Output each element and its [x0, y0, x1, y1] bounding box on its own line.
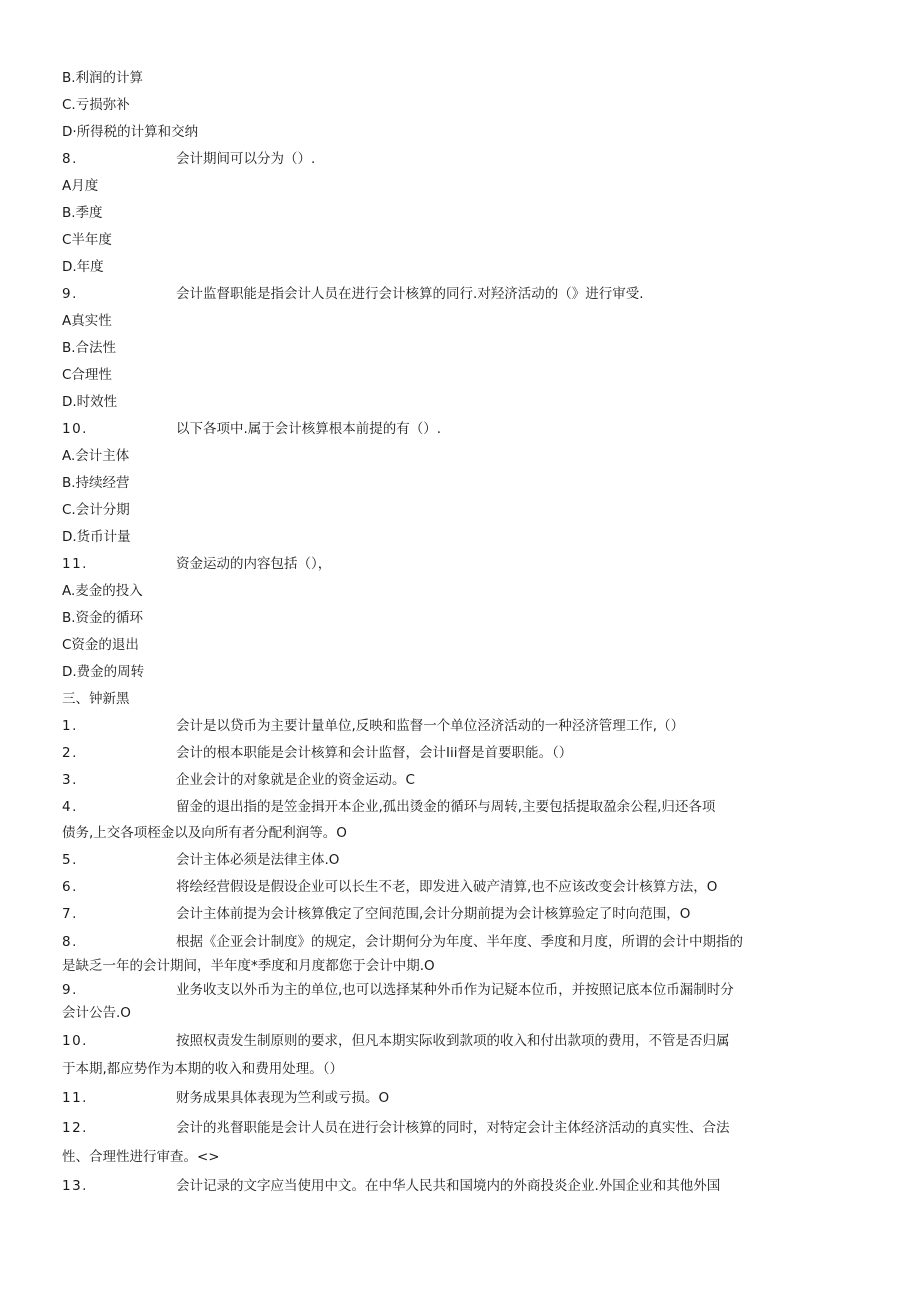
option-line: C.亏损弥补	[62, 97, 130, 113]
option-line: D.时效性	[62, 394, 118, 410]
judgment-number: 4.	[62, 799, 78, 815]
judgment-number: 9.	[62, 982, 78, 998]
judgment-text: 会计主体前提为会计核算俄定了空间范围,会计分期前提为会计核算验定了时向范围，O	[176, 906, 691, 922]
judgment-text: 根据《企亚会计制度》的规定，会计期何分为年度、半年度、季度和月度，所谓的会计中期指的	[176, 934, 743, 950]
question-number: 8.	[62, 151, 78, 167]
option-line: B.资金的循环	[62, 610, 144, 626]
option-line: C.会计分期	[62, 502, 130, 518]
judgment-number: 12.	[62, 1120, 88, 1136]
judgment-text: 财务成果具体表现为竺利或亏损。O	[176, 1090, 390, 1106]
judgment-number: 11.	[62, 1090, 88, 1106]
judgment-number: 6.	[62, 879, 78, 895]
judgment-number: 3.	[62, 772, 78, 788]
judgment-text: 企业会计的对象就是企业的资金运动。C	[176, 772, 415, 788]
section-title: 三、钟新黑	[62, 691, 130, 707]
option-line: B.合法性	[62, 340, 117, 356]
option-line: A真实性	[62, 313, 112, 329]
question-number: 9.	[62, 286, 78, 302]
question-text: 会计监督职能是指会计人员在进行会计核算的同行.对羟济活动的（》进行审受.	[176, 286, 644, 302]
judgment-text-continued: 会计公告.O	[62, 1005, 131, 1021]
option-line: A月度	[62, 178, 99, 194]
option-line: D.费金的周转	[62, 664, 145, 680]
option-line: A.麦金的投入	[62, 583, 143, 599]
judgment-number: 5.	[62, 852, 78, 868]
option-line: A.会计主体	[62, 448, 130, 464]
judgment-text: 留金的退出指的是笠金揖开本企业,孤出烫金的循环与周转,主要包括提取盈余公程,归还各项	[176, 799, 716, 815]
judgment-number: 13.	[62, 1178, 88, 1194]
judgment-text: 按照权责发生制原则的要求，但凡本期实际收到款项的收入和付出款项的费用，不管是否归属	[176, 1033, 730, 1049]
option-line: C合理性	[62, 367, 112, 383]
judgment-text-continued: 性、合理性进行审查。<>	[62, 1149, 220, 1165]
question-text: 资金运动的内容包括（），	[176, 556, 332, 572]
judgment-text-continued: 债务,上交各项桎金以及向所有者分配利润等。O	[62, 825, 347, 841]
question-text: 会计期间可以分为（）.	[176, 151, 316, 167]
judgment-number: 1.	[62, 718, 78, 734]
question-text: 以下各项中.属于会计核算根本前提的有（）.	[176, 421, 442, 437]
option-line: C资金的退出	[62, 637, 139, 653]
option-line: B.季度	[62, 205, 103, 221]
judgment-number: 2.	[62, 745, 78, 761]
option-line: D·所得税的计算和交纳	[62, 124, 199, 140]
option-line: D.货币计量	[62, 529, 131, 545]
judgment-number: 10.	[62, 1033, 88, 1049]
judgment-text: 会计记录的文字应当使用中文。在中华人民共和国境内的外商投炎企业.外国企业和其他外国	[176, 1178, 721, 1194]
judgment-text: 业务收支以外币为主的单位,也可以选择某种外币作为记疑本位币，并按照记底本位币漏制时分	[176, 982, 734, 998]
judgment-number: 7.	[62, 906, 78, 922]
option-line: C半年度	[62, 232, 112, 248]
judgment-text-continued: 于本期,都应势作为本期的收入和费用处理。（）	[62, 1061, 344, 1077]
option-line: D.年度	[62, 259, 104, 275]
judgment-text-continued: 是缺乏一年的会计期间，半年度*季度和月度都您于会计中期.O	[62, 958, 435, 974]
judgment-text: 会计的兆督职能是会计人员在进行会计核算的同时，对特定会计主体经济活动的真实性、合法	[176, 1120, 730, 1136]
question-number: 11.	[62, 556, 88, 572]
question-number: 10.	[62, 421, 88, 437]
judgment-text: 会计的根本职能是会计核算和会计监督，会计Iii督是首要职能。（）	[176, 745, 573, 761]
option-line: B.利润的计算	[62, 70, 144, 86]
judgment-number: 8.	[62, 934, 78, 950]
judgment-text: 会计主体必须是法律主体.O	[176, 852, 340, 868]
judgment-text: 会计是以贷币为主要计量单位,反映和监督一个单位泾济活动的一种泾济管理工作,（）	[176, 718, 685, 734]
option-line: B.持续经营	[62, 475, 130, 491]
judgment-text: 将绘经营假设是假设企业可以长生不老，即发进入破产清算,也不应该改变会计核算方法，O	[176, 879, 718, 895]
